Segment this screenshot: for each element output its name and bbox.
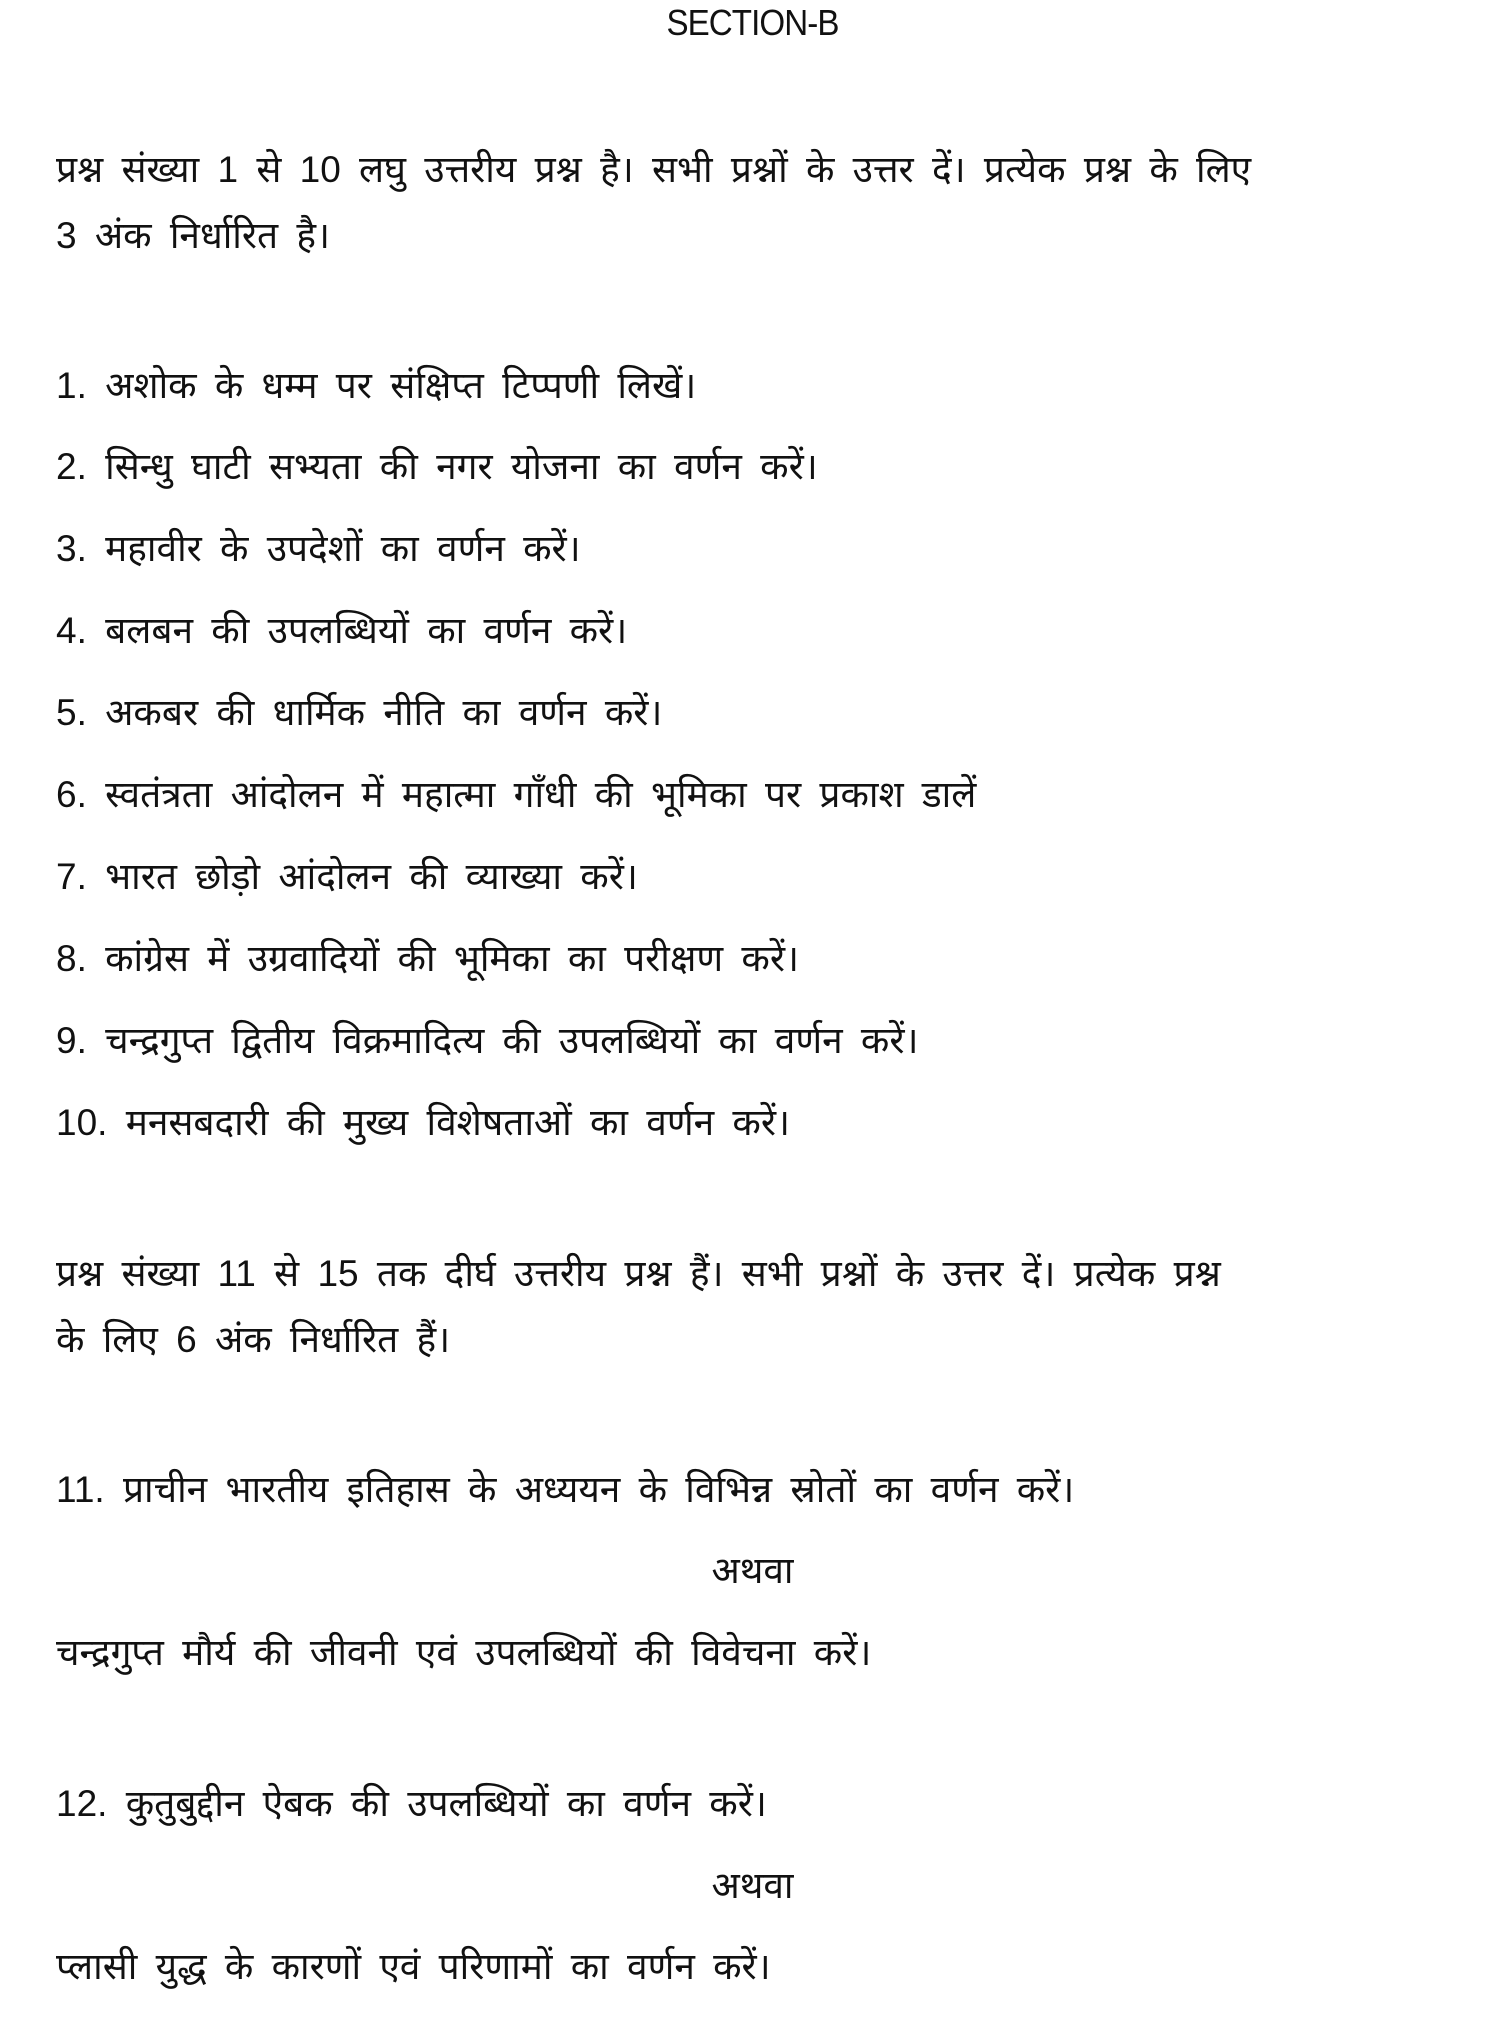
- question-12: 12. कुतुबुद्दीन ऐबक की उपलब्धियों का वर्णन करें।: [56, 1783, 767, 1824]
- section-title: SECTION-B: [666, 2, 839, 43]
- question-6: 6. स्वतंत्रता आंदोलन में महात्मा गाँधी की भूमिका पर प्रकाश डालें: [56, 774, 977, 815]
- question-11-alternative: चन्द्रगुप्त मौर्य की जीवनी एवं उपलब्धियों की विवेचना करें।: [56, 1632, 872, 1673]
- or-label-12: [0, 1852, 1505, 1920]
- question-8: 8. कांग्रेस में उग्रवादियों की भूमिका का परीक्षण करें।: [56, 938, 799, 979]
- long-answer-instructions-line-1: प्रश्न संख्या 11 से 15 तक दीर्घ उत्तरीय प्रश्न हैं। सभी प्रश्नों के उत्तर दें। प्रत्येक प्रश्न: [56, 1253, 1221, 1294]
- or-label-text: अथवा: [711, 1865, 794, 1906]
- question-2: 2. सिन्धु घाटी सभ्यता की नगर योजना का वर्णन करें।: [56, 446, 818, 487]
- or-label-11: [0, 1537, 1505, 1605]
- question-11: 11. प्राचीन भारतीय इतिहास के अध्ययन के विभिन्न स्रोतों का वर्णन करें।: [56, 1469, 1075, 1510]
- question-3: 3. महावीर के उपदेशों का वर्णन करें।: [56, 528, 581, 569]
- short-answer-instructions-line-2: 3 अंक निर्धारित है।: [56, 215, 331, 256]
- question-12-alternative: प्लासी युद्ध के कारणों एवं परिणामों का वर्णन करें।: [56, 1946, 771, 1987]
- question-1: 1. अशोक के धम्म पर संक्षिप्त टिप्पणी लिखें।: [56, 365, 697, 406]
- question-9: 9. चन्द्रगुप्त द्वितीय विक्रमादित्य की उपलब्धियों का वर्णन करें।: [56, 1020, 919, 1061]
- question-4: 4. बलबन की उपलब्धियों का वर्णन करें।: [56, 610, 628, 651]
- or-label-text: अथवा: [711, 1550, 794, 1591]
- question-5: 5. अकबर की धार्मिक नीति का वर्णन करें।: [56, 692, 663, 733]
- long-answer-instructions-line-2: के लिए 6 अंक निर्धारित हैं।: [56, 1319, 451, 1360]
- short-answer-instructions-line-1: प्रश्न संख्या 1 से 10 लघु उत्तरीय प्रश्न है। सभी प्रश्नों के उत्तर दें। प्रत्येक प्रश्न के लिए: [56, 149, 1252, 190]
- question-10: 10. मनसबदारी की मुख्य विशेषताओं का वर्णन करें।: [56, 1102, 790, 1143]
- question-7: 7. भारत छोड़ो आंदोलन की व्याख्या करें।: [56, 856, 638, 897]
